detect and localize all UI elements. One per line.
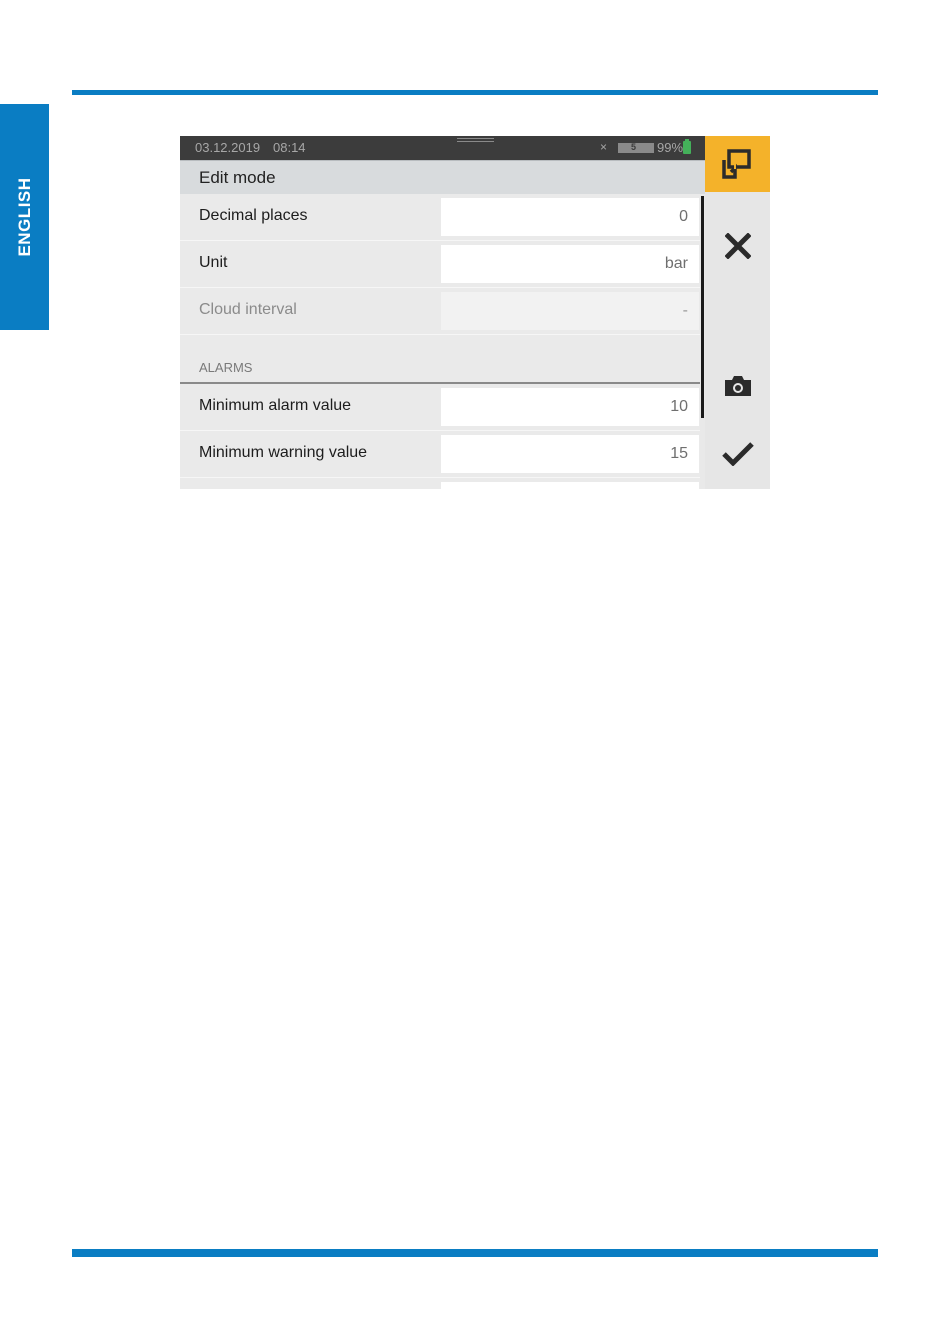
minimum-warning-value-field[interactable]	[441, 435, 699, 473]
cancel-button[interactable]	[705, 216, 770, 276]
status-close-icon: ×	[600, 140, 608, 154]
field-value: 15	[670, 445, 688, 462]
row-cloud-interval	[180, 288, 700, 335]
settings-list	[180, 194, 700, 489]
cloud-interval-field	[441, 292, 699, 330]
field-value: -	[682, 302, 688, 319]
device-screenshot	[180, 136, 770, 489]
minimum-alarm-value-field[interactable]	[441, 388, 699, 426]
camera-icon	[724, 375, 752, 397]
signal-badge: 5	[631, 142, 637, 152]
row-label: Unit	[199, 254, 228, 271]
row-decimal-places	[180, 194, 700, 241]
row-minimum-alarm-value	[180, 384, 700, 431]
title-bar	[180, 160, 705, 194]
action-sidebar	[705, 136, 770, 489]
close-icon	[725, 233, 751, 259]
row-label: Cloud interval	[199, 301, 297, 318]
page-title: Edit mode	[199, 168, 276, 187]
field-value: 0	[679, 208, 688, 225]
section-header-alarms	[180, 335, 700, 384]
row-next-partial	[180, 478, 700, 489]
footer-rule	[72, 1249, 878, 1257]
battery-icon	[683, 141, 691, 154]
row-minimum-warning-value	[180, 431, 700, 478]
signal-icon	[618, 143, 654, 153]
header-rule	[72, 90, 878, 95]
section-label: ALARMS	[199, 360, 253, 375]
row-unit	[180, 241, 700, 288]
camera-button[interactable]	[705, 356, 770, 416]
language-tab	[0, 104, 49, 330]
row-label: Minimum warning value	[199, 444, 368, 461]
language-tab-label: ENGLISH	[14, 177, 34, 257]
drag-handle[interactable]	[457, 138, 494, 143]
status-date: 03.12.2019	[195, 140, 261, 155]
decimal-places-field[interactable]	[441, 198, 699, 236]
field-value: bar	[664, 255, 688, 272]
row-label: Minimum alarm value	[199, 397, 352, 414]
status-time: 08:14	[273, 140, 306, 155]
field-value: 10	[670, 398, 688, 415]
unit-field[interactable]	[441, 245, 699, 283]
checkmark-icon	[722, 442, 754, 466]
exit-edit-button[interactable]	[705, 136, 770, 192]
next-field[interactable]	[441, 482, 699, 489]
row-label: Decimal places	[199, 207, 308, 224]
battery-percent: 99%	[657, 140, 684, 155]
window-exit-icon	[719, 146, 755, 182]
status-bar	[180, 136, 705, 160]
confirm-button[interactable]	[705, 424, 770, 484]
scrollbar[interactable]	[701, 196, 704, 418]
